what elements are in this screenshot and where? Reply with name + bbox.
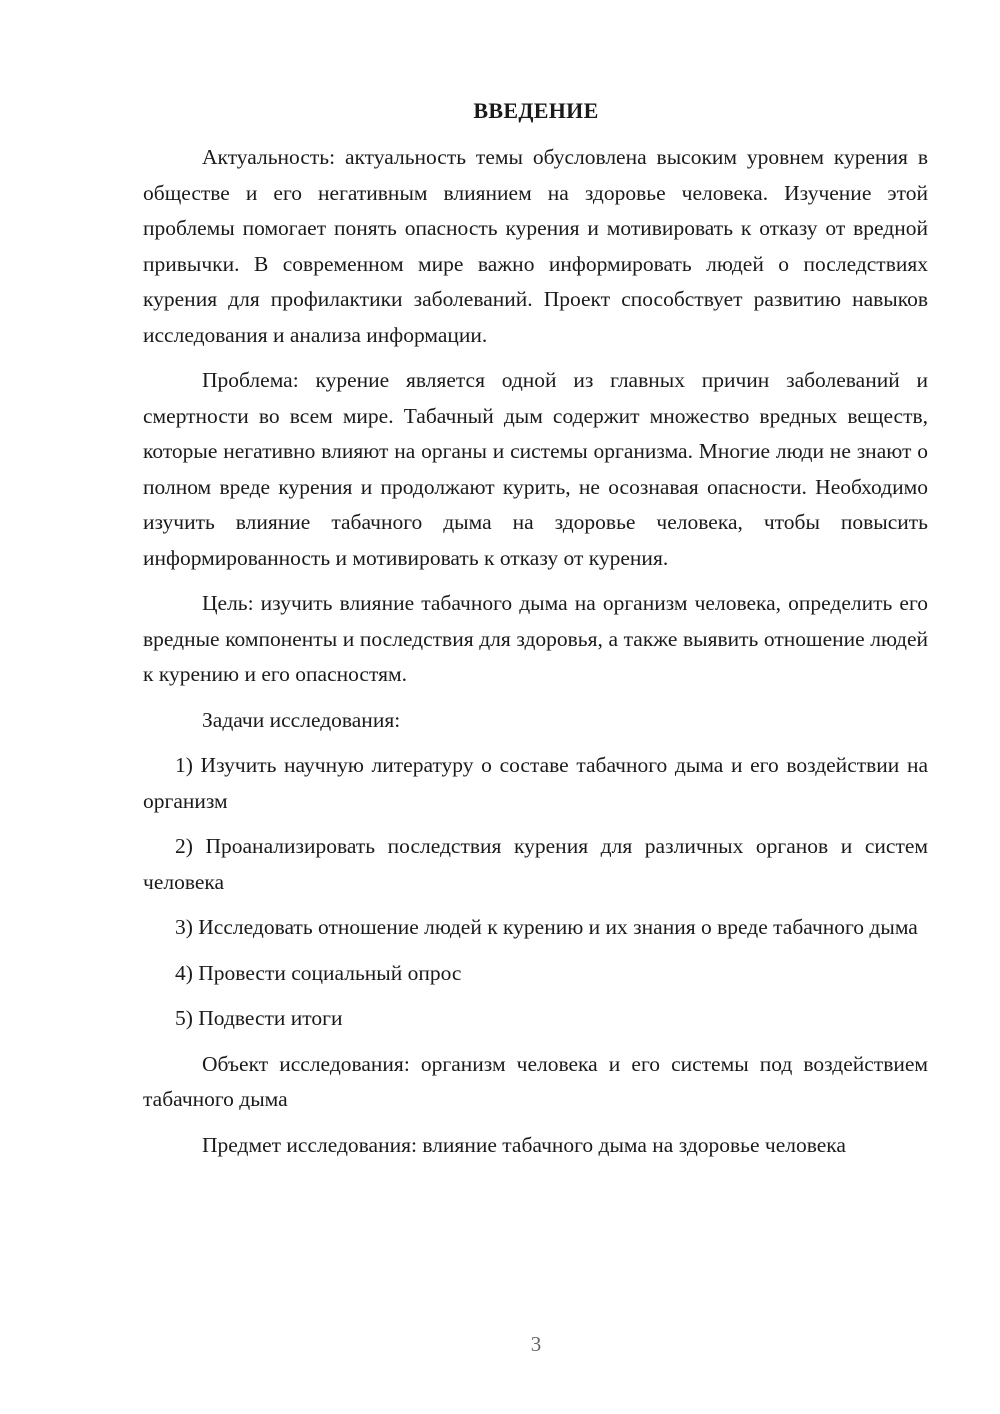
paragraph-goal: Цель: изучить влияние табачного дыма на организм человека, определить его вредные компоненты и последствия для здоровья, а также выявить отношение людей к курению и его опасностям. — [143, 591, 928, 686]
page-number: 3 — [530, 1332, 542, 1356]
paragraph-subject: Предмет исследования: влияние табачного дыма на здоровье человека — [202, 1132, 846, 1157]
task-item: 4) Провести социальный опрос — [175, 960, 462, 985]
paragraph-relevance: Актуальность: актуальность темы обусловлена высоким уровнем курения в обществе и его негативным влиянием на здоровье человека. Изучение этой проблемы помогает понять опасность курения и мотивировать к отказу от вредной привычки. В современном мире важно информировать людей о последствиях курения для профилактики заболеваний. Проект способствует развитию навыков исследования и анализа информации. — [143, 145, 928, 347]
task-item: 2) Проанализировать последствия курения для различных органов и систем человека — [143, 834, 928, 894]
page-title: ВВЕДЕНИЕ — [473, 98, 599, 123]
task-item: 1) Изучить научную литературу о составе табачного дыма и его воздействии на организм — [143, 753, 928, 813]
paragraph-object: Объект исследования: организм человека и его системы под воздействием табачного дыма — [143, 1051, 928, 1111]
paragraph-problem: Проблема: курение является одной из главных причин заболеваний и смертности во всем мире. Табачный дым содержит множество вредных веществ, которые негативно влияют на органы и системы организма. Многие люди не знают о полном вреде курения и продолжают курить, не осознавая опасности. Необходимо изучить влияние табачного дыма на здоровье человека, чтобы повысить информированность и мотивировать к отказу от курения. — [143, 368, 928, 570]
task-item: 5) Подвести итоги — [175, 1006, 343, 1030]
task-item: 3) Исследовать отношение людей к курению и их знания о вреде табачного дыма — [175, 915, 918, 939]
paragraph-tasks-heading: Задачи исследования: — [202, 707, 401, 732]
document-body — [143, 140, 928, 1173]
